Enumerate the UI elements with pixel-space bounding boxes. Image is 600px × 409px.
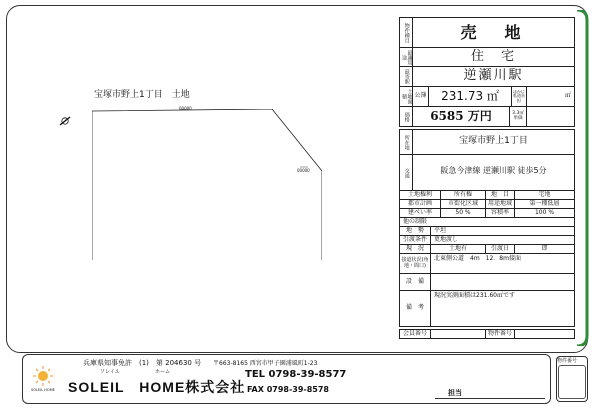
tsubo-price-value	[526, 106, 575, 127]
handover-date: 即	[514, 244, 575, 254]
row-1-value-b: 第一種低層	[514, 199, 575, 209]
label-station: 最寄駅	[399, 66, 413, 87]
label-kind: 物件種目	[399, 17, 413, 48]
row-2-label-b: 容積率	[485, 208, 515, 218]
price: 6585 万円	[412, 106, 510, 127]
ruby-soleil: ソレイユ	[100, 369, 120, 375]
signature-line	[435, 398, 545, 399]
row-2-value-a: 50 %	[440, 208, 486, 218]
facility	[430, 273, 575, 291]
property-kind: 売 地	[412, 17, 575, 48]
label-area: 土地面積	[399, 86, 413, 107]
label-use: 最適用途	[399, 47, 413, 67]
road-access: 北東側公道 4m 12．8m接面	[430, 253, 575, 274]
row-0-value-b: 宅地	[514, 190, 575, 200]
other-restrictions: 他の制限	[399, 217, 575, 227]
label-status: 現 況	[399, 244, 431, 254]
label-address: 所在地	[399, 129, 413, 155]
label-traffic: 交通	[399, 154, 413, 191]
row-0-value-a: 所有権	[440, 190, 486, 200]
lot-diagram	[92, 109, 322, 260]
property-spec-sheet	[399, 17, 575, 346]
note: 現況実測面積は231.60㎡です	[430, 290, 575, 327]
label-facility: 設 備	[399, 273, 431, 291]
lot-top-dimension: 00000	[179, 106, 192, 111]
property-no	[514, 329, 575, 339]
person-in-charge-label: 担当	[448, 389, 462, 397]
label-member-no: 会員番号	[399, 329, 431, 339]
best-use: 住 宅	[412, 47, 575, 67]
area-prefix: 公簿	[412, 86, 429, 107]
stamp-label: 物件番号	[557, 358, 578, 364]
company-footer	[22, 354, 551, 404]
stamp-box	[558, 365, 586, 399]
nearest-station: 逆瀬川駅	[412, 66, 575, 87]
traffic: 阪急今津線 逆瀬川駅 徒歩5分	[412, 154, 575, 191]
row-1-label-a: 都市計画	[399, 199, 441, 209]
land-area: 231.73 ㎡	[428, 86, 512, 107]
row-0-label-b: 地 目	[485, 190, 515, 200]
company-address: 〒663-8165 西宮市甲子園浦風町1-23	[213, 360, 318, 367]
label-price: 価格	[399, 106, 413, 127]
row-1-label-b: 用途地域	[485, 199, 515, 209]
label-delivery: 引渡条件	[399, 235, 431, 245]
ruby-home: ホーム	[155, 369, 171, 375]
logo-text: SOLEIL HOME	[31, 388, 55, 392]
private-road-unit: ㎡	[526, 86, 575, 107]
private-road-note: ほかに私道負担	[511, 86, 527, 107]
row-2-label-a: 建ぺい率	[399, 208, 441, 218]
company-name: SOLEIL HOME株式会社	[68, 379, 246, 395]
north-arrow-icon	[58, 115, 72, 127]
tsubo-price-label: 3.3㎡単価	[509, 106, 527, 127]
phone-number: TEL 0798-39-8577	[245, 369, 347, 380]
delivery-condition: 更地渡し	[430, 235, 575, 245]
terrain: 平坦	[430, 226, 575, 236]
row-0-label-a: 土地権利	[399, 190, 441, 200]
label-handover: 引渡日	[485, 244, 515, 254]
label-note: 備 考	[399, 290, 431, 327]
label-property-no: 物件番号	[485, 329, 515, 339]
plot-title: 宝塚市野上1丁目 土地	[94, 90, 190, 100]
lot-right-dimension: 00000	[297, 168, 310, 173]
member-no	[430, 329, 486, 339]
label-road: 接道状況(角地・間口)	[399, 253, 431, 274]
current-status: 土地有	[430, 244, 486, 254]
row-1-value-a: 市街化区域	[440, 199, 486, 209]
row-2-value-b: 100 %	[514, 208, 575, 218]
fax-number: FAX 0798-39-8578	[247, 385, 329, 394]
address: 宝塚市野上1丁目	[412, 129, 575, 155]
green-edge-tab	[575, 10, 589, 346]
license-number: 兵庫県知事免許 (1) 第 204630 号	[83, 359, 202, 367]
label-terrain: 地 勢	[399, 226, 431, 236]
